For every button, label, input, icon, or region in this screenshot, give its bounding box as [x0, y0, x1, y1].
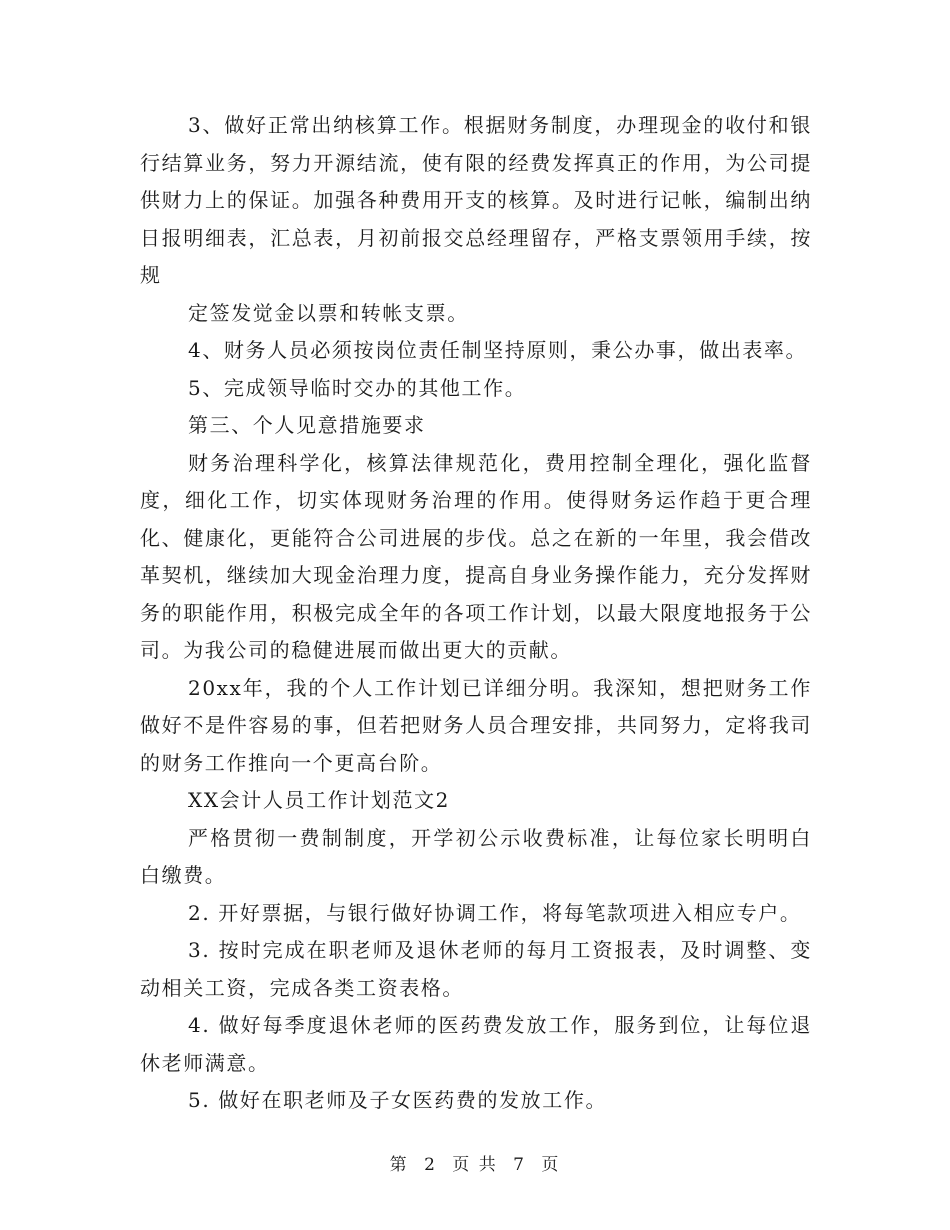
footer-prefix: 第: [389, 1155, 409, 1175]
paragraph-3: 4、财务人员必须按岗位责任制坚持原则，秉公办事，做出表率。: [188, 338, 808, 362]
paragraph-4: 5、完成领导临时交办的其他工作。: [188, 375, 527, 400]
paragraph-5: 财务治理科学化，核算法律规范化，费用控制全理化，强化监督度，细化工作，切实体现财务治理的作用。使得财务运作趋于更合理化、健康化，更能符合公司进展的步伐。总之在新的一年里，我会借改革契机，继续加大现金治理力度，提高自身业务操作能力，充分发挥财务的职能作用，积极完成全年的各项工作计划，以最大限度地报务于公司。为我公司的稳健进展而做出更大的贡献。: [140, 450, 812, 662]
paragraph-6: 20xx年，我的个人工作计划已详细分明。我深知，想把财务工作做好不是件容易的事，但若把财务人员合理安排，共同努力，定将我司的财务工作推向一个更高台阶。: [140, 675, 812, 775]
article-title-2: XX会计人员工作计划范文2: [188, 788, 451, 812]
footer-middle: 页 共: [452, 1155, 498, 1175]
paragraph-10: 4. 做好每季度退休老师的医药费发放工作，服务到位，让每位退休老师满意。: [140, 1013, 812, 1075]
total-page-number: 7: [513, 1155, 526, 1175]
footer-suffix: 页: [541, 1155, 561, 1175]
paragraph-11: 5. 做好在职老师及子女医药费的发放工作。: [188, 1088, 608, 1112]
current-page-number: 2: [424, 1155, 437, 1175]
paragraph-9: 3. 按时完成在职老师及退休老师的每月工资报表，及时调整、变动相关工资，完成各类工资表格。: [140, 938, 812, 1000]
paragraph-7: 严格贯彻一费制制度，开学初公示收费标准，让每位家长明明白白缴费。: [140, 825, 812, 887]
section-heading-3: 第三、个人见意措施要求: [188, 413, 426, 437]
page-footer: [0, 1150, 950, 1175]
paragraph-2: 定签发觉金以票和转帐支票。: [188, 300, 469, 325]
paragraph-8: 2. 开好票据，与银行做好协调工作，将每笔款项进入相应专户。: [188, 900, 802, 925]
paragraph-1: 3、做好正常出纳核算工作。根据财务制度，办理现金的收付和银行结算业务，努力开源结流，使有限的经费发挥真正的作用，为公司提供财力上的保证。加强各种费用开支的核算。及时进行记帐，编制出纳日报明细表，汇总表，月初前报交总经理留存，严格支票领用手续，按规: [140, 113, 812, 287]
document-body: [140, 107, 812, 1120]
